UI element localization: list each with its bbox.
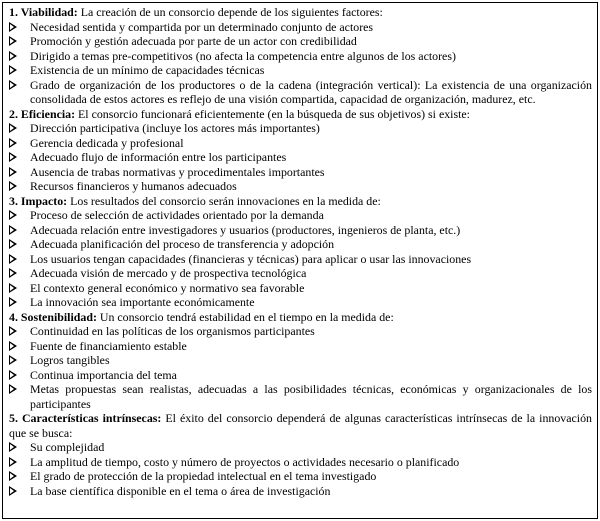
list-item bbox=[9, 469, 592, 484]
section-heading bbox=[9, 5, 592, 20]
list-item-text: Continuidad en las políticas de los organismos participantes bbox=[30, 324, 315, 338]
list-item-text: Recursos financieros y humanos adecuados bbox=[30, 179, 237, 193]
arrow-bullet-icon bbox=[9, 370, 17, 380]
list-item-text: Adecuado flujo de información entre los participantes bbox=[30, 150, 287, 164]
factor-list bbox=[9, 208, 592, 310]
list-item bbox=[9, 281, 592, 296]
factor-list bbox=[9, 324, 592, 411]
section-title bbox=[9, 310, 97, 324]
list-item bbox=[9, 339, 592, 354]
section-heading bbox=[9, 411, 592, 440]
factor-list bbox=[9, 20, 592, 107]
list-item-text: Necesidad sentida y compartida por un determinado conjunto de actores bbox=[30, 19, 374, 34]
list-item-text: Dirigido a temas pre-competitivos (no afecta la competencia entre algunos de los actores) bbox=[30, 48, 456, 63]
section-heading bbox=[9, 310, 592, 325]
section-title-text: Eficiencia: bbox=[20, 106, 76, 121]
arrow-bullet-icon bbox=[9, 471, 17, 481]
section-intro: El éxito del consorcio dependerá de algunas características intrínsecas de la innovación que se busca: bbox=[9, 411, 592, 440]
arrow-bullet-icon bbox=[9, 138, 17, 148]
section-title bbox=[9, 5, 78, 19]
list-item bbox=[9, 223, 592, 238]
arrow-bullet-icon bbox=[9, 22, 17, 32]
list-item-text: La base científica disponible en el tema o área de investigación bbox=[30, 483, 331, 498]
arrow-bullet-icon bbox=[9, 486, 17, 496]
list-item-text: La innovación sea importante económicamente bbox=[30, 295, 255, 309]
list-item-text: Dirección participativa (incluye los actores más importantes) bbox=[30, 121, 320, 135]
arrow-bullet-icon bbox=[9, 123, 17, 133]
section-number: 4. bbox=[9, 309, 18, 324]
arrow-bullet-icon bbox=[9, 341, 17, 351]
list-item-text: Ausencia de trabas normativas y procedimentales importantes bbox=[30, 164, 325, 179]
list-item-text: Los usuarios tengan capacidades (financieras y técnicas) para aplicar o usar las innovaciones bbox=[30, 251, 472, 266]
arrow-bullet-icon bbox=[9, 65, 17, 75]
arrow-bullet-icon bbox=[9, 80, 17, 90]
list-item bbox=[9, 121, 592, 136]
list-item-text: Adecuada relación entre investigadores y usuarios (productores, ingenieros de planta, etc.) bbox=[30, 222, 461, 237]
arrow-bullet-icon bbox=[9, 384, 17, 394]
list-item bbox=[9, 63, 592, 78]
list-item bbox=[9, 150, 592, 165]
section-number: 5. bbox=[9, 411, 18, 425]
arrow-bullet-icon bbox=[9, 225, 17, 235]
list-item bbox=[9, 440, 592, 455]
section-number: 2. bbox=[9, 106, 18, 121]
arrow-bullet-icon bbox=[9, 457, 17, 467]
list-item-text: El grado de protección de la propiedad intelectual en el tema investigado bbox=[30, 469, 377, 483]
arrow-bullet-icon bbox=[9, 152, 17, 162]
factor-list bbox=[9, 440, 592, 498]
section-title-text: Impacto: bbox=[20, 193, 68, 208]
arrow-bullet-icon bbox=[9, 210, 17, 220]
section-title-text: Viabilidad: bbox=[20, 5, 78, 19]
list-item bbox=[9, 455, 592, 470]
list-item bbox=[9, 34, 592, 49]
section-title-text: Sostenibilidad: bbox=[20, 309, 97, 324]
list-item-text: Promoción y gestión adecuada por parte de un actor con credibilidad bbox=[30, 34, 357, 48]
section-title-text: Características intrínsecas: bbox=[21, 411, 162, 425]
list-item bbox=[9, 324, 592, 339]
list-item bbox=[9, 368, 592, 383]
list-item-text: Continua importancia del tema bbox=[30, 367, 177, 382]
section-intro: El consorcio funcionará eficientemente (en la búsqueda de sus objetivos) si existe: bbox=[78, 106, 470, 121]
list-item bbox=[9, 382, 592, 411]
arrow-bullet-icon bbox=[9, 442, 17, 452]
arrow-bullet-icon bbox=[9, 326, 17, 336]
arrow-bullet-icon bbox=[9, 239, 17, 249]
list-item-text: Existencia de un mínimo de capacidades técnicas bbox=[30, 63, 265, 77]
arrow-bullet-icon bbox=[9, 254, 17, 264]
factors-box bbox=[2, 2, 598, 519]
arrow-bullet-icon bbox=[9, 297, 17, 307]
arrow-bullet-icon bbox=[9, 181, 17, 191]
list-item bbox=[9, 353, 592, 368]
section-intro: Los resultados del consorcio serán innovaciones en la medida de: bbox=[70, 193, 381, 208]
arrow-bullet-icon bbox=[9, 355, 17, 365]
factor-list bbox=[9, 121, 592, 194]
list-item-text: Proceso de selección de actividades orientado por la demanda bbox=[30, 208, 324, 222]
section-intro: Un consorcio tendrá estabilidad en el tiempo en la medida de: bbox=[99, 309, 394, 324]
section-title bbox=[9, 107, 75, 121]
list-item-text: Adecuada planificación del proceso de transferencia y adopción bbox=[30, 237, 335, 251]
list-item bbox=[9, 49, 592, 64]
list-item bbox=[9, 295, 592, 310]
arrow-bullet-icon bbox=[9, 283, 17, 293]
list-item-text: Metas propuestas sean realistas, adecuadas a las posibilidades técnicas, económicas y organizacionales de los participantes bbox=[30, 382, 592, 411]
list-item-text: Grado de organización de los productores o de la cadena (integración vertical): La existencia de una organización consolidada de estos actores es reflejo de una visión compartida, capacidad de organización, madurez, etc. bbox=[30, 77, 592, 106]
arrow-bullet-icon bbox=[9, 36, 17, 46]
section-number: 3. bbox=[9, 193, 18, 208]
list-item bbox=[9, 78, 592, 107]
arrow-bullet-icon bbox=[9, 268, 17, 278]
list-item bbox=[9, 266, 592, 281]
list-item bbox=[9, 179, 592, 194]
list-item-text: La amplitud de tiempo, costo y número de proyectos o actividades necesario o planificado bbox=[30, 454, 460, 469]
section-title bbox=[9, 411, 161, 425]
section-heading bbox=[9, 107, 592, 122]
list-item bbox=[9, 20, 592, 35]
list-item bbox=[9, 484, 592, 499]
list-item-text: Fuente de financiamiento estable bbox=[30, 338, 187, 353]
list-item bbox=[9, 208, 592, 223]
list-item bbox=[9, 237, 592, 252]
list-item bbox=[9, 136, 592, 151]
list-item-text: Logros tangibles bbox=[30, 353, 110, 367]
section-intro: La creación de un consorcio depende de los siguientes factores: bbox=[80, 5, 383, 19]
list-item-text: Adecuada visión de mercado y de prospectiva tecnológica bbox=[30, 266, 307, 280]
list-item-text: El contexto general económico y normativo sea favorable bbox=[30, 280, 305, 295]
list-item bbox=[9, 165, 592, 180]
section-title bbox=[9, 194, 67, 208]
list-item bbox=[9, 252, 592, 267]
section-number: 1. bbox=[9, 5, 18, 19]
arrow-bullet-icon bbox=[9, 51, 17, 61]
list-item-text: Su complejidad bbox=[30, 440, 105, 454]
list-item-text: Gerencia dedicada y profesional bbox=[30, 135, 184, 150]
arrow-bullet-icon bbox=[9, 167, 17, 177]
section-heading bbox=[9, 194, 592, 209]
